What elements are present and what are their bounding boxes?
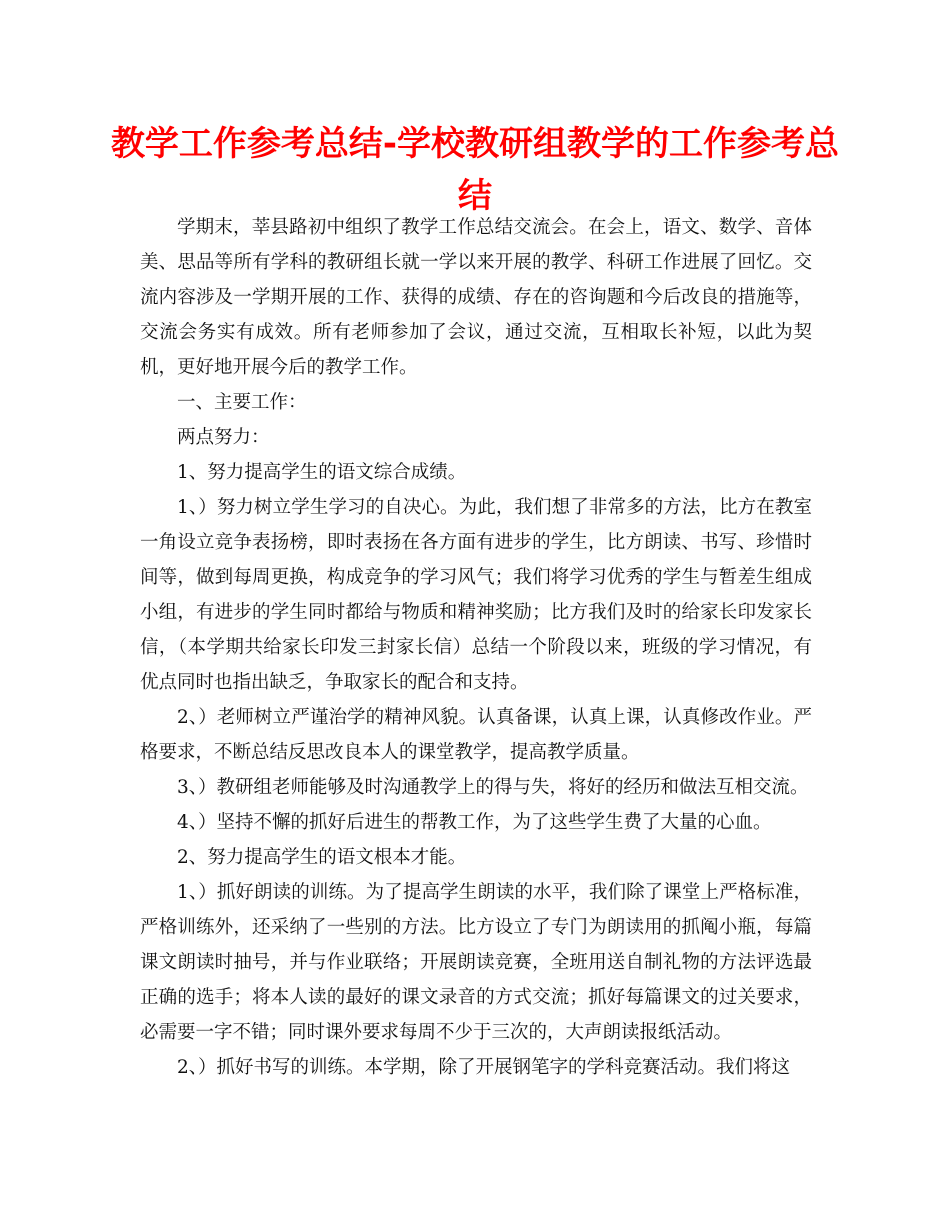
paragraph-effort-1-heading: 1、努力提高学生的语文综合成绩。 bbox=[177, 462, 467, 483]
paragraph-item: 2、）抓好书写的训练。本学期，除了开展钢笔字的学科竞赛活动。我们将这 bbox=[177, 1057, 791, 1078]
paragraph-intro: 学期末，莘县路初中组织了教学工作总结交流会。在会上，语文、数学、音体美、思品等所有学科的教研组长就一学以来开展的教学、科研工作进展了回忆。交流内容涉及一学期开展的工作、获得的成绩、存在的咨询题和今后改良的措施等，交流会务实有成效。所有老师参加了会议，通过交流，互相取长补短，以此为契机，更好地开展今后的教学工作。 bbox=[140, 217, 812, 378]
paragraph-section-heading: 一、主要工作： bbox=[177, 392, 307, 413]
paragraph-item: 2、）老师树立严谨治学的精神风貌。认真备课，认真上课，认真修改作业。严格要求，不断总结反思改良本人的课堂教学，提高教学质量。 bbox=[140, 707, 812, 763]
document-title: 教学工作参考总结-学校教研组教学的工作参考总结 bbox=[110, 124, 840, 216]
paragraph-item: 3、）教研组老师能够及时沟通教学上的得与失，将好的经历和做法互相交流。 bbox=[177, 777, 809, 798]
paragraph-effort-2-heading: 2、努力提高学生的语文根本才能。 bbox=[177, 847, 467, 868]
document-body bbox=[140, 210, 812, 1085]
paragraph-item: 4、）坚持不懈的抓好后进生的帮教工作，为了这些学生费了大量的心血。 bbox=[177, 812, 772, 833]
paragraph-item: 1、）抓好朗读的训练。为了提高学生朗读的水平，我们除了课堂上严格标准，严格训练外，还采纳了一些别的方法。比方设立了专门为朗读用的抓阄小瓶，每篇课文朗读时抽号，并与作业联络；开展朗读竞赛，全班用送自制礼物的方法评选最正确的选手；将本人读的最好的课文录音的方式交流；抓好每篇课文的过关要求，必需要一字不错；同时课外要求每周不少于三次的，大声朗读报纸活动。 bbox=[140, 882, 812, 1043]
paragraph-item: 1、）努力树立学生学习的自决心。为此，我们想了非常多的方法，比方在教室一角设立竞争表扬榜，即时表扬在各方面有进步的学生，比方朗读、书写、珍惜时间等，做到每周更换，构成竞争的学习风气；我们将学习优秀的学生与暂差生组成小组，有进步的学生同时都给与物质和精神奖励；比方我们及时的给家长印发家长信，（本学期共给家长印发三封家长信）总结一个阶段以来，班级的学习情况，有优点同时也指出缺乏，争取家长的配合和支持。 bbox=[140, 497, 812, 693]
paragraph-two-efforts: 两点努力： bbox=[177, 427, 270, 448]
